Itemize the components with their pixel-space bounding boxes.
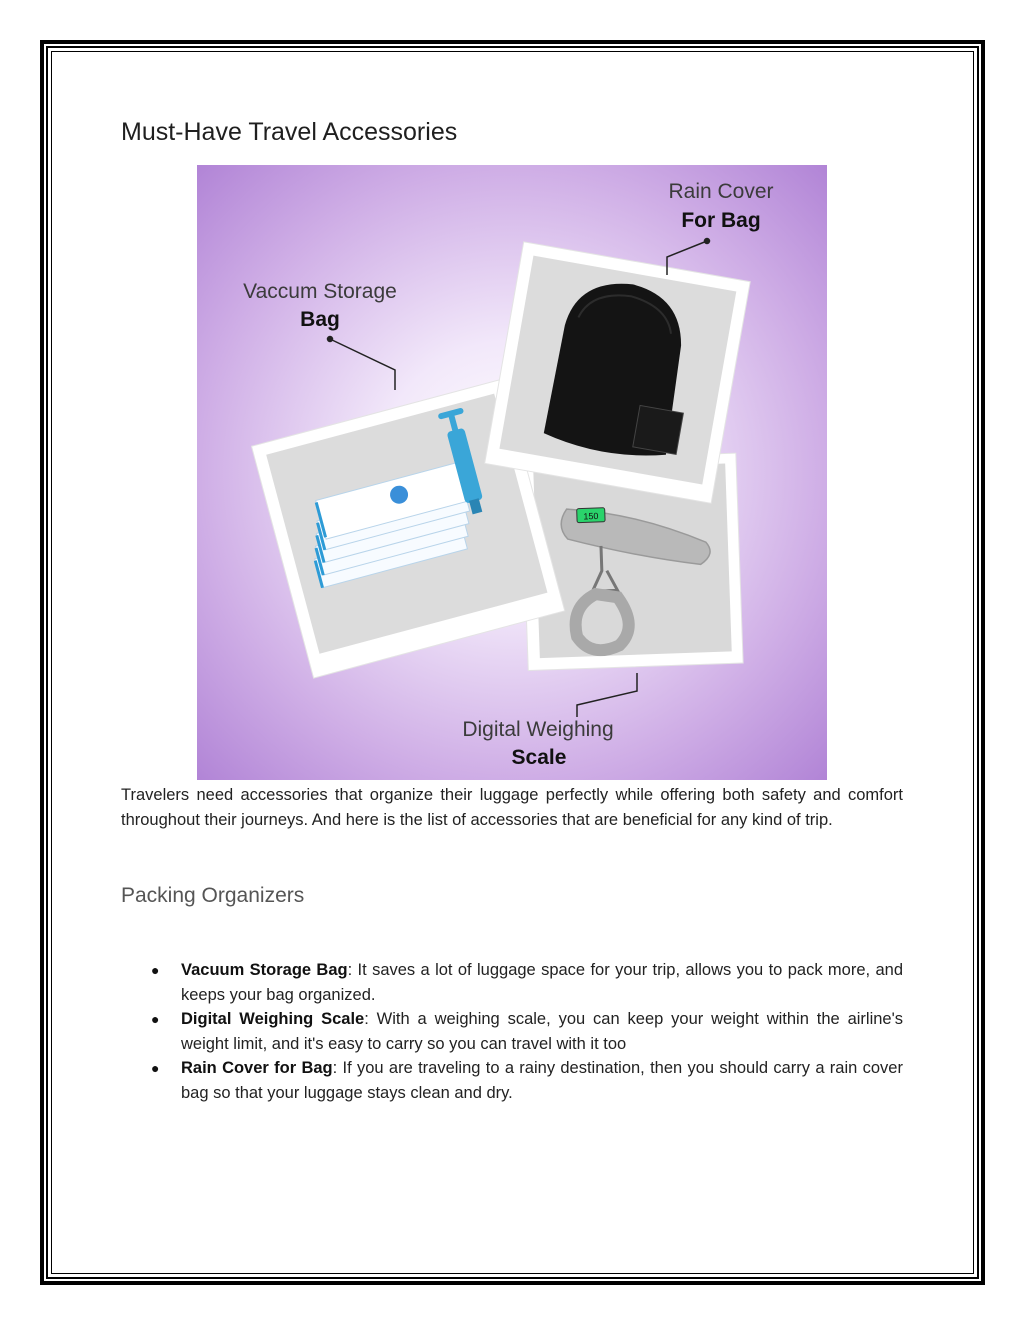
label-scale-line1: Digital Weighing: [462, 718, 614, 741]
list-item: [121, 1007, 903, 1056]
bullet-icon: ●: [151, 1060, 160, 1076]
bullet-icon: ●: [151, 1011, 160, 1027]
list-item-description: : It saves a lot of luggage space for your trip, allows you to pack more, and keeps your bag organized.: [181, 961, 903, 1004]
accessories-list: [121, 958, 903, 1105]
list-item-term: Digital Weighing Scale: [181, 1010, 365, 1028]
section-heading: Packing Organizers: [121, 884, 305, 907]
label-scale-line2: Scale: [511, 746, 567, 769]
label-rain-line2: For Bag: [681, 209, 761, 232]
list-item-term: Rain Cover for Bag: [181, 1059, 333, 1077]
travel-accessories-image: [197, 165, 827, 780]
list-item: [121, 958, 903, 1007]
list-item: [121, 1056, 903, 1105]
bullet-icon: ●: [151, 962, 160, 978]
label-vacuum-line1: Vaccum Storage: [243, 280, 397, 303]
label-vacuum-line2: Bag: [300, 308, 340, 331]
label-rain-line1: Rain Cover: [668, 180, 774, 203]
list-item-description: : If you are traveling to a rainy destination, then you should carry a rain cover bag so that your luggage stays clean and dry.: [181, 1059, 903, 1102]
list-item-term: Vacuum Storage Bag: [181, 961, 348, 979]
list-item-description: : With a weighing scale, you can keep your weight within the airline's weight limit, and it's easy to carry so you can travel with it too: [181, 1010, 903, 1053]
page-title: Must-Have Travel Accessories: [121, 118, 458, 146]
intro-paragraph: Travelers need accessories that organize their luggage perfectly while offering both safety and comfort throughout their journeys. And here is the list of accessories that are beneficial for any kind of trip.: [121, 786, 903, 829]
scale-display-readout: 150: [583, 510, 599, 522]
rain-cover-photo-card: [485, 242, 751, 504]
